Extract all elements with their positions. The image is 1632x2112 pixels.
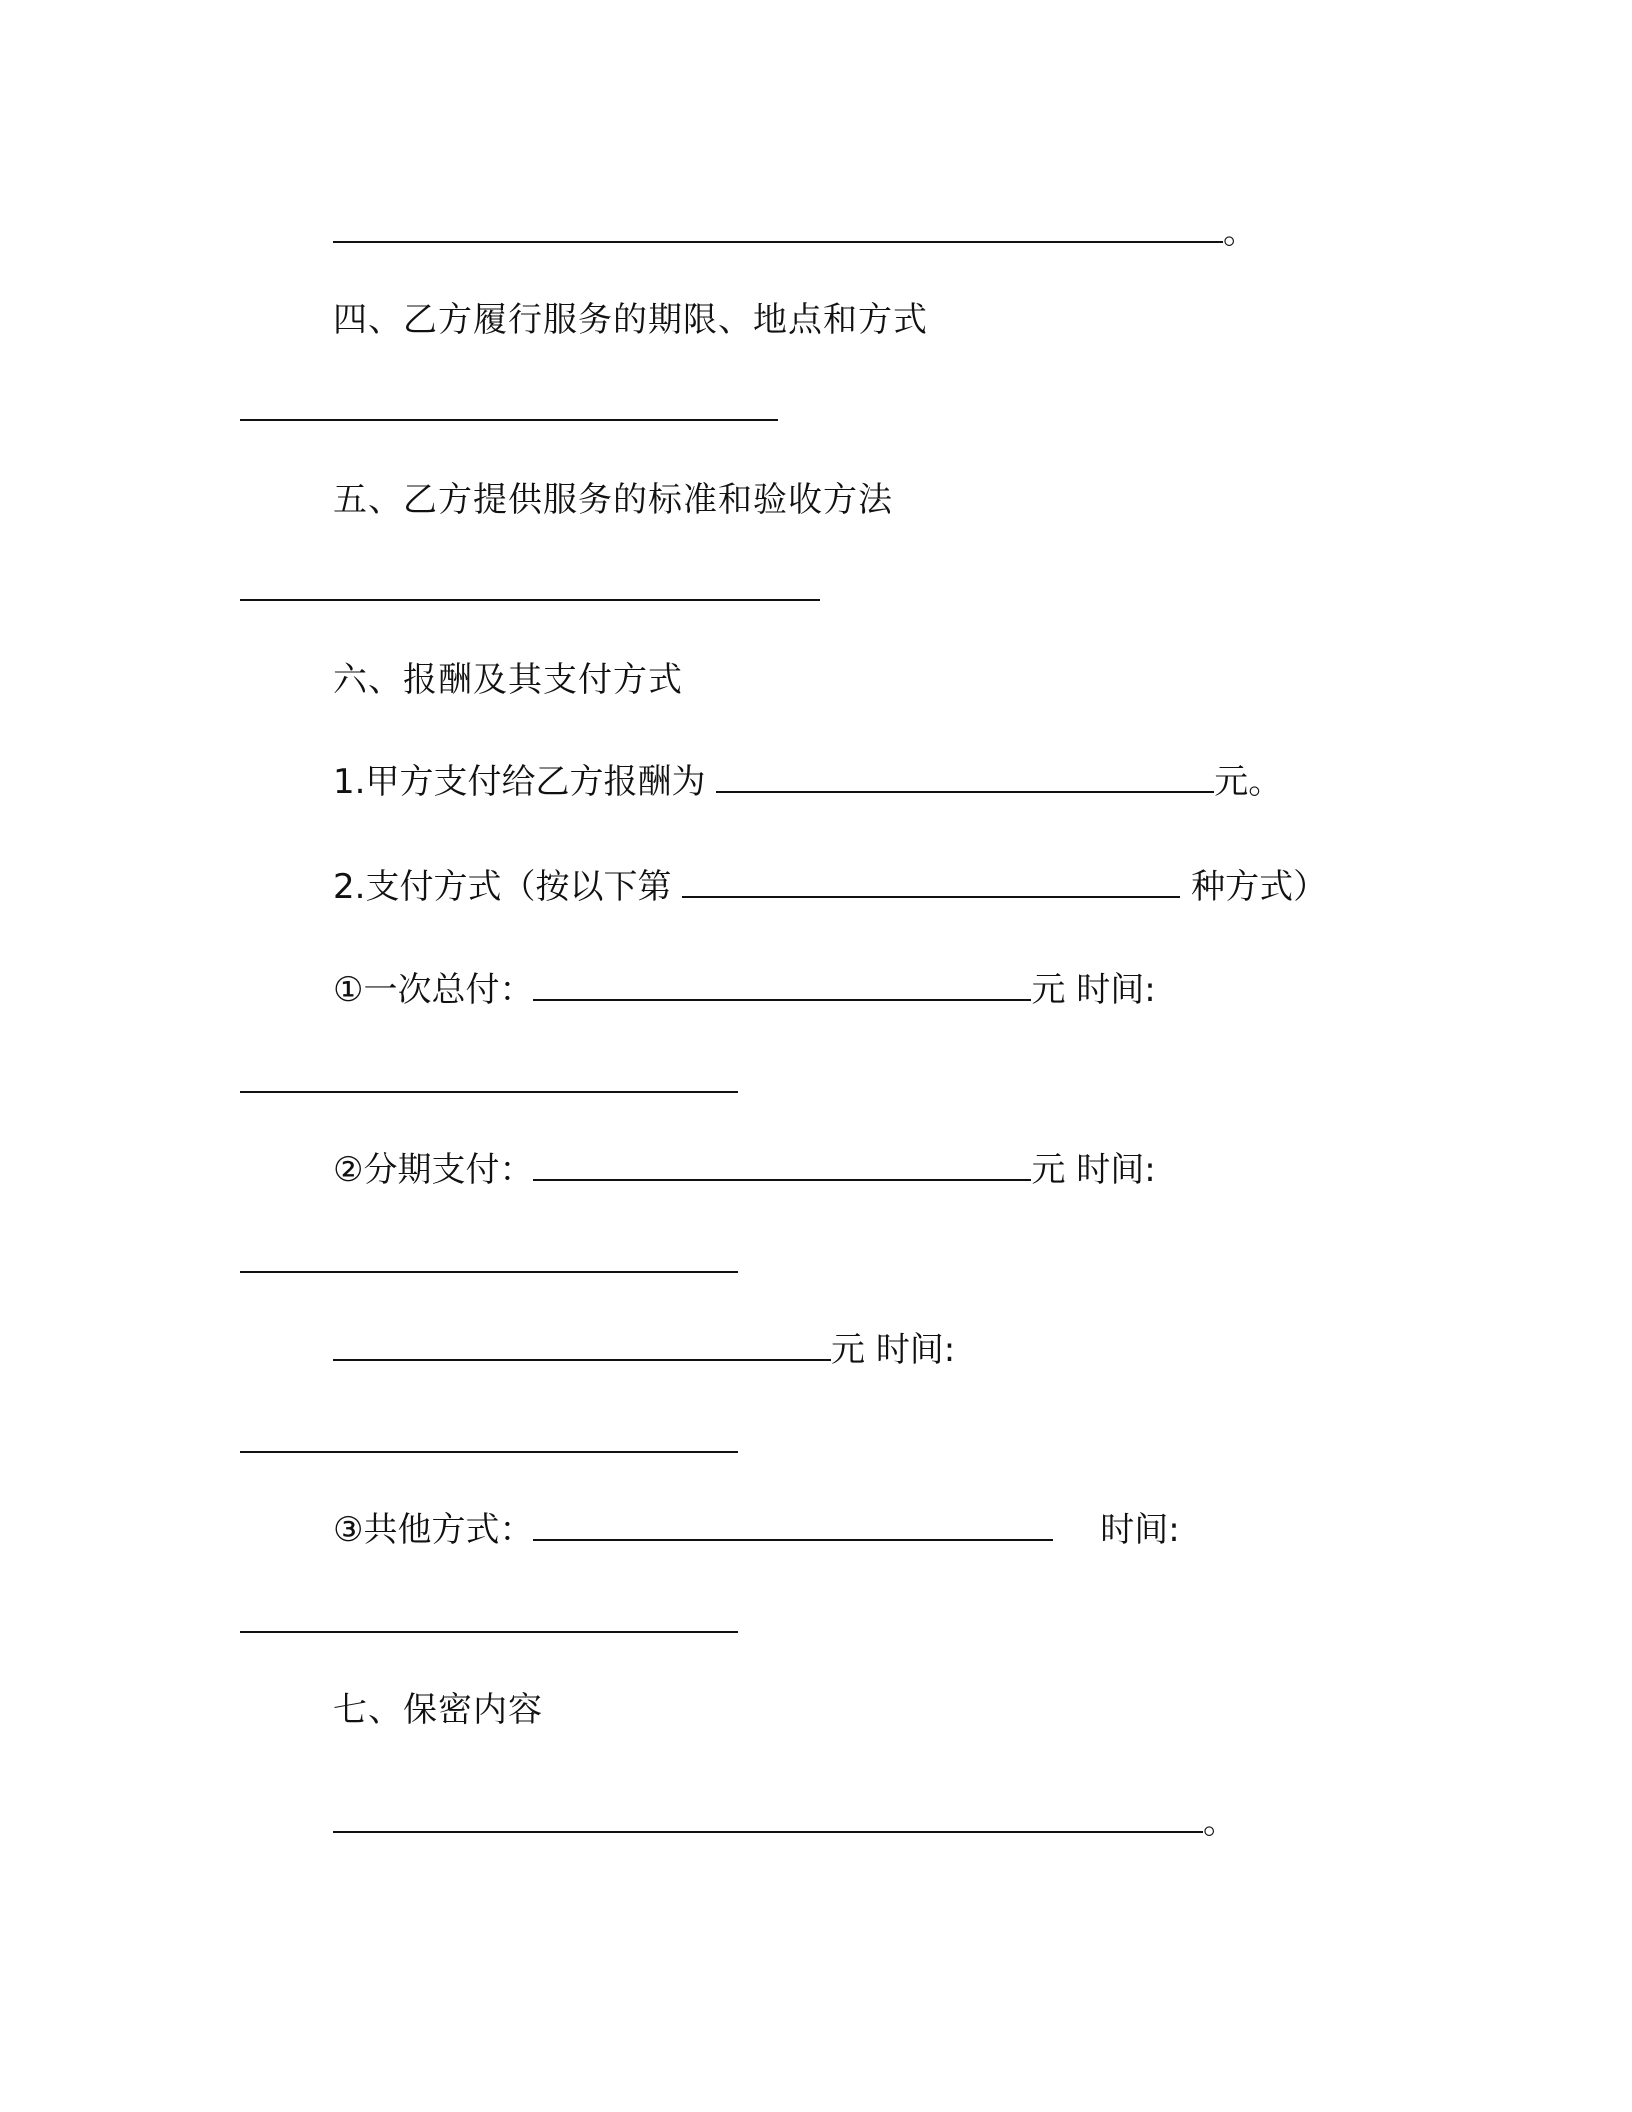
option2b-time-field[interactable] [240, 1421, 738, 1453]
blank-field[interactable] [333, 1801, 1203, 1833]
blank-field[interactable] [333, 211, 1223, 243]
option2-label: ②分期支付： [333, 1150, 534, 1190]
section3-fill-line [333, 210, 1257, 254]
option2-time-label: 时间: [1076, 1150, 1156, 1190]
payment-method-suffix: 种方式） [1191, 867, 1328, 907]
section7-fill-line [333, 1800, 1237, 1844]
option2b-amount-field[interactable] [333, 1329, 831, 1361]
option2-time-field[interactable] [240, 1241, 738, 1273]
option2-unit: 元 [1031, 1150, 1066, 1190]
payment-amount-label: 1.甲方支付给乙方报酬为 [333, 762, 706, 802]
section4-fill-line [240, 388, 778, 432]
period-mark: 。 [1203, 1802, 1237, 1842]
period-mark: 。 [1223, 212, 1257, 252]
option3-line [333, 1508, 1180, 1552]
option2-amount-field[interactable] [533, 1149, 1031, 1181]
option3-time-line [240, 1600, 738, 1644]
payment-amount-line [333, 760, 1282, 804]
section4-heading: 四、乙方履行服务的期限、地点和方式 [333, 300, 928, 340]
payment-method-field[interactable] [682, 866, 1180, 898]
payment-method-label: 2.支付方式（按以下第 [333, 867, 672, 907]
option1-amount-field[interactable] [533, 969, 1031, 1001]
option3-time-label: 时间: [1100, 1510, 1180, 1550]
option2b-line [333, 1328, 955, 1372]
option3-time-field[interactable] [240, 1601, 738, 1633]
option3-label: ③共他方式： [333, 1510, 534, 1550]
option1-time-field[interactable] [240, 1061, 738, 1093]
section5-heading: 五、乙方提供服务的标准和验收方法 [333, 480, 893, 520]
option2b-time-line [240, 1420, 738, 1464]
option2b-unit: 元 [831, 1330, 865, 1370]
option2-time-line [240, 1240, 738, 1284]
option1-line [333, 968, 1156, 1012]
option2-line [333, 1148, 1156, 1192]
section6-heading: 六、报酬及其支付方式 [333, 660, 683, 700]
option1-time-label: 时间: [1076, 970, 1156, 1010]
blank-field[interactable] [240, 389, 778, 421]
section7-heading: 七、保密内容 [333, 1690, 543, 1730]
section5-fill-line [240, 568, 820, 612]
option1-label: ①一次总付： [333, 970, 534, 1010]
option1-unit: 元 [1031, 970, 1066, 1010]
payment-method-line [333, 865, 1327, 909]
option1-time-line [240, 1060, 738, 1104]
blank-field[interactable] [240, 569, 820, 601]
payment-amount-unit: 元。 [1214, 762, 1283, 802]
option3-method-field[interactable] [533, 1509, 1053, 1541]
payment-amount-field[interactable] [716, 761, 1214, 793]
option2b-time-label: 时间: [875, 1330, 956, 1370]
